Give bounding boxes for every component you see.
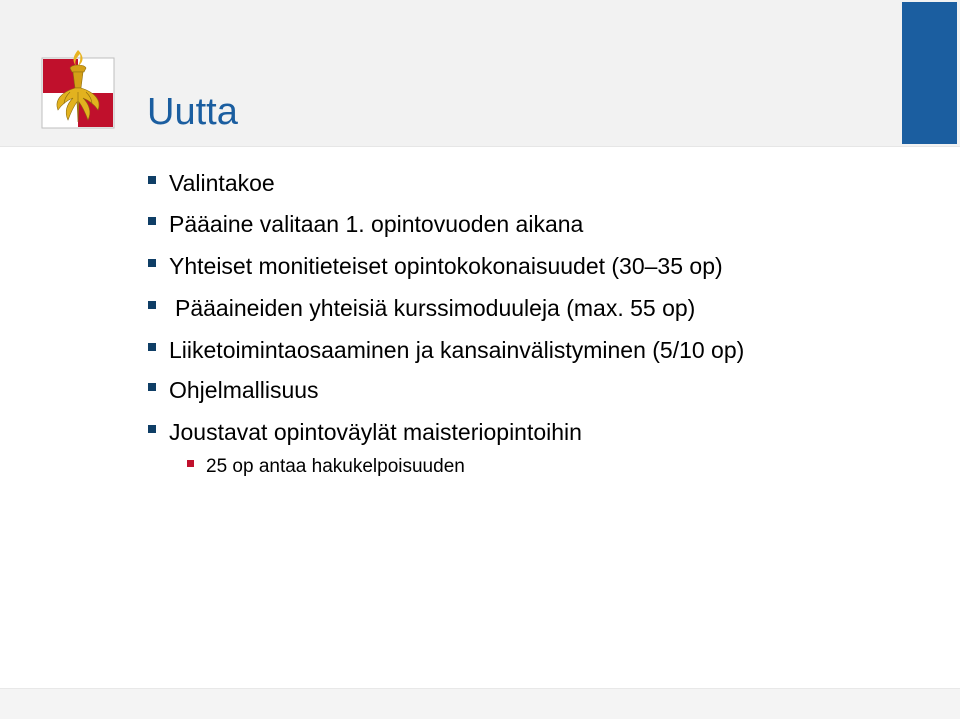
header-band (0, 0, 960, 147)
square-bullet-icon (148, 217, 156, 225)
bullet-item (175, 297, 695, 320)
red-square-bullet-icon (187, 460, 194, 467)
bullet-item (169, 379, 319, 402)
bullet-text: Liiketoimintaosaaminen ja kansainvälistyminen (5/10 op) (169, 337, 745, 363)
corner-accent-block (902, 2, 957, 144)
slide-title: Uutta (147, 91, 238, 133)
bullet-text: Pääaine valitaan 1. opintovuoden aikana (169, 211, 584, 237)
bullet-text: Ohjelmallisuus (169, 377, 319, 403)
footer-band (0, 688, 960, 719)
bullet-item (169, 172, 275, 195)
square-bullet-icon (148, 259, 156, 267)
torch-emblem-icon (40, 48, 116, 130)
bullet-item (169, 255, 723, 278)
bullet-text: Joustavat opintoväylät maisteriopintoihin (169, 419, 582, 445)
square-bullet-icon (148, 383, 156, 391)
square-bullet-icon (148, 343, 156, 351)
bullet-text: Yhteiset monitieteiset opintokokonaisuudet (30–35 op) (169, 253, 723, 279)
sub-bullet-text: 25 op antaa hakukelpoisuuden (206, 456, 465, 477)
bullet-item (169, 213, 583, 236)
bullet-item (169, 339, 744, 362)
square-bullet-icon (148, 301, 156, 309)
bullet-text: Valintakoe (169, 170, 275, 196)
bullet-text: Pääaineiden yhteisiä kurssimoduuleja (max. 55 op) (175, 295, 696, 321)
bullet-item (169, 421, 582, 444)
sub-bullet-item (206, 457, 465, 476)
square-bullet-icon (148, 176, 156, 184)
square-bullet-icon (148, 425, 156, 433)
